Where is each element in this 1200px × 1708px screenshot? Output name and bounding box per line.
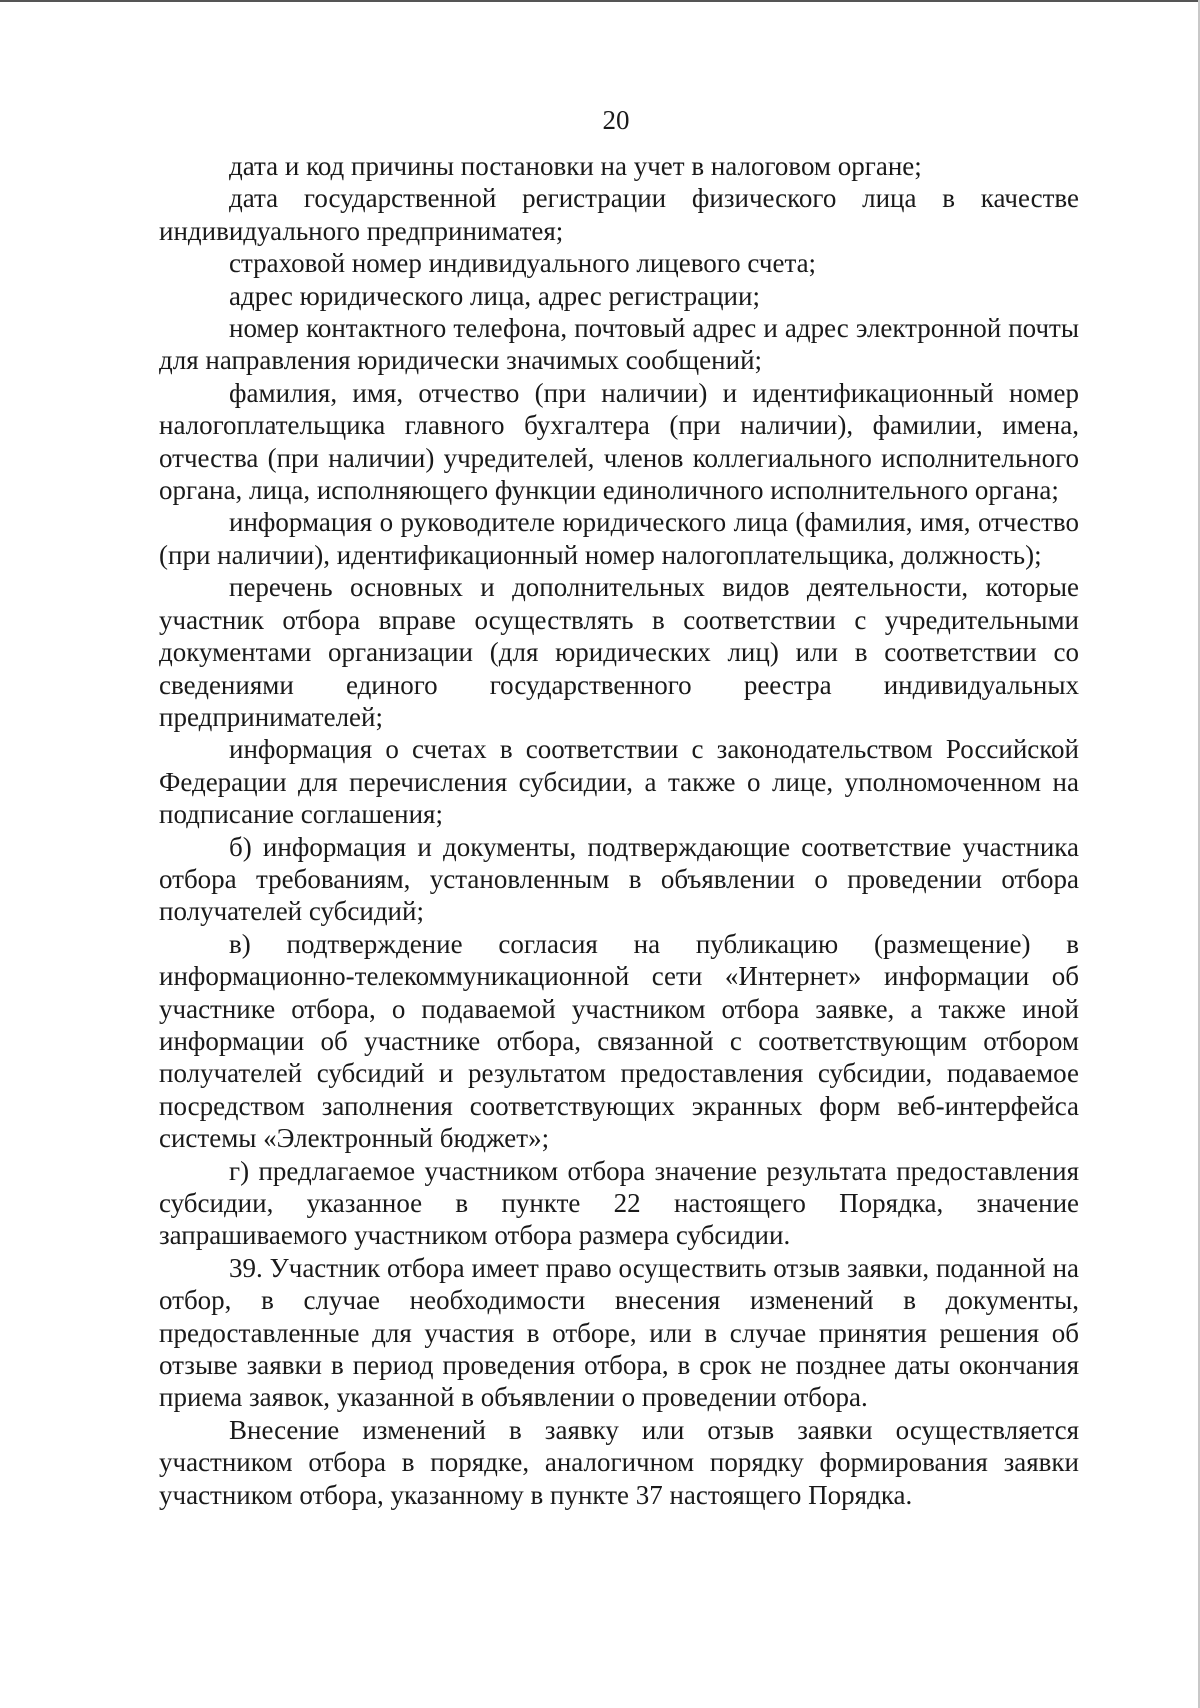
document-body	[159, 150, 1079, 1511]
paragraph: информация о счетах в соответствии с законодательством Российской Федерации для перечисления субсидии, а также о лице, уполномоченном на подписание соглашения;	[159, 734, 1079, 830]
paragraph-clause-39: 39. Участник отбора имеет право осуществить отзыв заявки, поданной на отбор, в случае необходимости внесения изменений в документы, предоставленные для участия в отборе, или в случае принятия решения об отзыве заявки в период проведения отбора, в срок не позднее даты окончания приема заявок, указанной в объявлении о проведении отбора.	[159, 1252, 1079, 1413]
paragraph-item-v: в) подтверждение согласия на публикацию (размещение) в информационно-телекоммуникационной сети «Интернет» информации об участнике отбора, о подаваемой участником отбора заявке, а также иной информации об участнике отбора, связанной с соответствующим отбором получателей субсидий и результатом предоставления субсидии, подаваемое посредством заполнения соответствующих экранных форм веб-интерфейса системы «Электронный бюджет»;	[159, 928, 1079, 1154]
paragraph-item-g: г) предлагаемое участником отбора значение результата предоставления субсидии, указанное в пункте 22 настоящего Порядка, значение запрашиваемого участником отбора размера субсидии.	[159, 1155, 1079, 1251]
page-number: 20	[602, 105, 630, 135]
paragraph: дата и код причины постановки на учет в налоговом органе;	[229, 151, 922, 181]
paragraph: страховой номер индивидуального лицевого счета;	[229, 248, 817, 279]
scan-top-edge	[0, 0, 1200, 2]
paragraph: номер контактного телефона, почтовый адрес и адрес электронной почты для направления юридически значимых сообщений;	[159, 313, 1079, 376]
paragraph: перечень основных и дополнительных видов деятельности, которые участник отбора вправе осуществлять в соответствии с учредительными документами организации (для юридических лиц) или в соответствии со сведениями единого государственного реестра индивидуальных предпринимателей;	[159, 572, 1079, 732]
paragraph: информация о руководителе юридического лица (фамилия, имя, отчество (при наличии), идентификационный номер налогоплательщика, должность);	[159, 507, 1079, 570]
paragraph-item-b: б) информация и документы, подтверждающие соответствие участника отбора требованиям, установленным в объявлении о проведении отбора получателей субсидий;	[159, 831, 1079, 927]
paragraph: Внесение изменений в заявку или отзыв заявки осуществляется участником отбора в порядке, аналогичном порядку формирования заявки участником отбора, указанному в пункте 37 настоящего Порядка.	[159, 1414, 1079, 1510]
paragraph: адрес юридического лица, адрес регистрации;	[229, 280, 760, 311]
paragraph: дата государственной регистрации физического лица в качестве индивидуального предприниматея;	[159, 183, 1079, 246]
paragraph: фамилия, имя, отчество (при наличии) и идентификационный номер налогоплательщика главного бухгалтера (при наличии), фамилии, имена, отчества (при наличии) учредителей, членов коллегиального исполнительного органа, лица, исполняющего функции единоличного исполнительного органа;	[159, 377, 1079, 506]
